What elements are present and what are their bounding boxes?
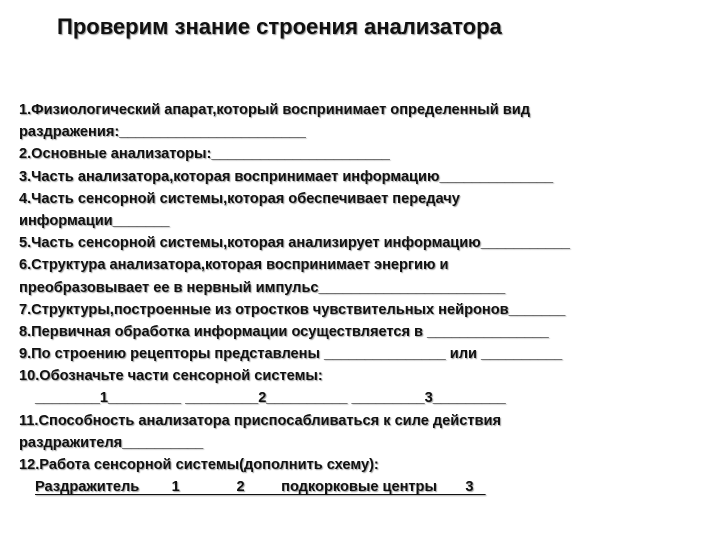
question-8: 8.Первичная обработка информации осуществляется в _______________ (19, 323, 549, 340)
question-5: 5.Часть сенсорной системы,которая анализирует информацию___________ (19, 235, 570, 252)
question-1-line-2: раздражения:_______________________ (19, 124, 306, 141)
question-3: 3.Часть анализатора,которая воспринимает информацию______________ (19, 168, 554, 185)
question-10: 10.Обозначьте части сенсорной системы: (19, 368, 323, 385)
question-4-line-1: 4.Часть сенсорной системы,которая обеспечивает передачу (19, 190, 460, 207)
question-9: 9.По строению рецепторы представлены _______________ или __________ (19, 346, 563, 363)
question-11-line-1: 11.Способность анализатора приспосабливаться к силе действия (19, 412, 501, 429)
question-1-line-1: 1.Физиологический апарат,который воспринимает определенный вид (19, 102, 530, 118)
question-12-scheme: Раздражитель 1 2 подкорковые центры 3 (35, 479, 486, 496)
question-2: 2.Основные анализаторы:______________________ (19, 146, 390, 163)
page-title: Проверим знание строения анализатора (57, 14, 502, 39)
question-6-line-2: преобразовывает ее в нервный импульс_______________________ (19, 279, 506, 296)
question-11-line-2: раздражителя__________ (19, 434, 204, 451)
question-12: 12.Работа сенсорной системы(дополнить схему): (19, 457, 379, 473)
question-4-line-2: информации_______ (19, 212, 170, 229)
question-7: 7.Структуры,построенные из отростков чувствительных нейронов_______ (19, 301, 566, 318)
question-10-blanks: ________1_________ _________2__________ _________3_________ (35, 390, 506, 407)
question-list (19, 99, 714, 498)
question-6-line-1: 6.Структура анализатора,которая воспринимает энергию и (19, 257, 449, 274)
